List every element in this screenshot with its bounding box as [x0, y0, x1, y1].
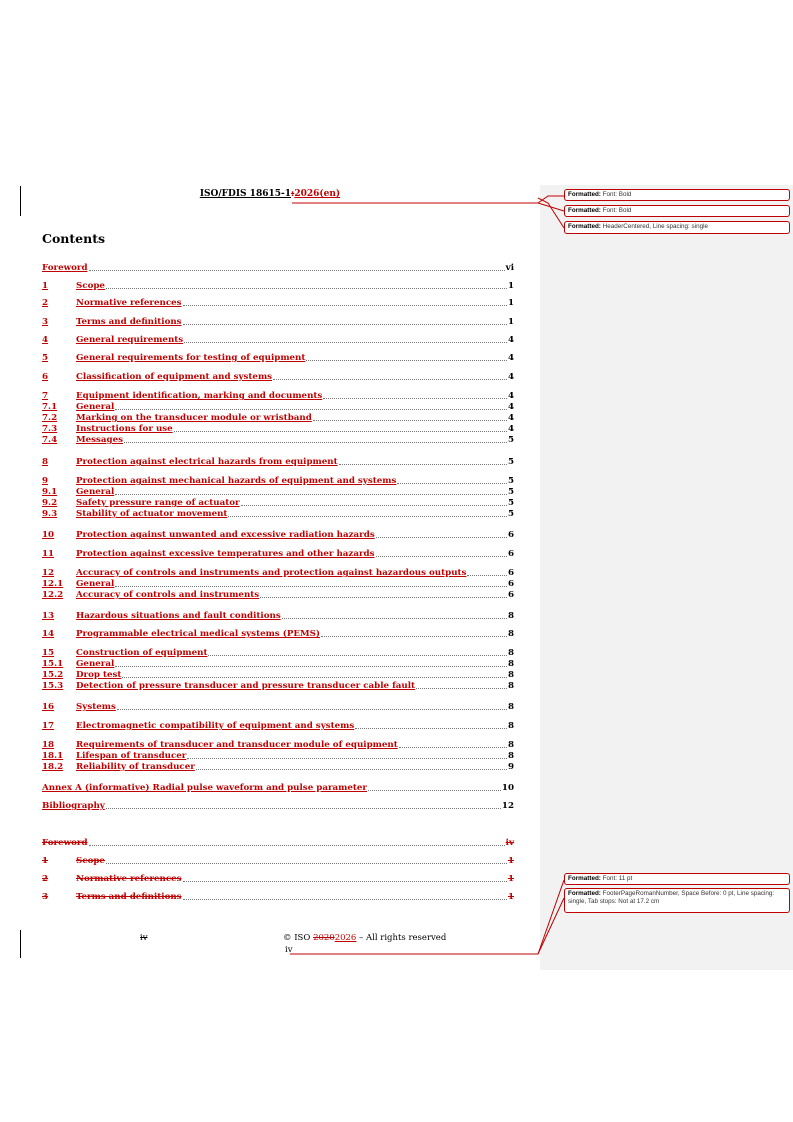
toc-entry-title: Protection against excessive temperatures and other hazards	[76, 549, 375, 559]
toc-entry-number: 4	[42, 335, 49, 345]
toc-entry-title: Systems	[76, 702, 116, 712]
year-deleted: 2020	[313, 933, 335, 943]
footer-page-number: iv	[285, 945, 293, 955]
toc-entry-number: 1	[42, 856, 49, 866]
toc-entry-page: 6	[507, 590, 514, 600]
toc-entry-title: Construction of equipment	[76, 648, 208, 658]
comment-label: Formatted:	[568, 223, 601, 230]
toc-entry-page: iv	[505, 838, 514, 848]
toc-entry-title: General	[76, 659, 115, 669]
toc-entry-page: 4	[507, 413, 514, 423]
toc-entry-page: 8	[507, 751, 514, 761]
comment-label: Formatted:	[568, 875, 601, 882]
toc-entry-title: Equipment identification, marking and documents	[76, 391, 323, 401]
toc-entry-page: 8	[507, 629, 514, 639]
toc-entry-number: 2	[42, 298, 49, 308]
toc-entry-number: 7.3	[42, 424, 58, 434]
toc-entry-title: Lifespan of transducer	[76, 751, 187, 761]
toc-entry-number: 15	[42, 648, 55, 658]
comment-text: FooterPageRomanNumber, Space Before: 0 pt, Line spacing: single, Tab stops: Not at 17.2 cm	[568, 890, 775, 905]
toc-entry-number: 15.3	[42, 681, 64, 691]
toc-entry-title: Scope	[76, 856, 105, 866]
toc-entry-title: Messages	[76, 435, 124, 445]
toc-entry-number: 9.2	[42, 498, 58, 508]
toc-entry-page: 12	[501, 801, 514, 811]
toc-entry-title: Annex A (informative) Radial pulse waveform and pulse parameter	[42, 783, 367, 793]
footer-page-number-deleted: iv	[140, 933, 148, 943]
toc-entry-page: 5	[507, 487, 514, 497]
contents-heading: Contents	[42, 231, 106, 246]
toc-entry-title: Foreword	[42, 263, 88, 273]
toc-entry-page: 4	[507, 353, 514, 363]
toc-entry-number: 17	[42, 721, 55, 731]
toc-entry-title: Bibliography	[42, 801, 105, 811]
toc-entry-number: 15.1	[42, 659, 64, 669]
toc-entry-page: 8	[507, 740, 514, 750]
toc-entry-number: 12.1	[42, 579, 64, 589]
toc-entry-page: 4	[507, 335, 514, 345]
toc-entry-title: General	[76, 487, 115, 497]
copyright-prefix: © ISO	[283, 933, 314, 943]
toc-entry-page: 5	[507, 498, 514, 508]
comment-label: Formatted:	[568, 191, 601, 198]
toc-entry-page: 5	[507, 509, 514, 519]
toc-entry-title: Normative references	[76, 298, 182, 308]
toc-entry-page: 8	[507, 721, 514, 731]
toc-entry-page: 5	[507, 435, 514, 445]
toc-entry-title: Requirements of transducer and transducer module of equipment	[76, 740, 398, 750]
comment-label: Formatted:	[568, 890, 601, 897]
header-deleted-text: :	[291, 189, 295, 199]
comment-text: Font: 11 pt	[600, 875, 633, 882]
toc-entry-title: Reliability of transducer	[76, 762, 195, 772]
toc-entry-page: 8	[507, 670, 514, 680]
toc-entry-page: 1	[507, 874, 514, 884]
toc-entry-page: 5	[507, 457, 514, 467]
toc-entry-page: 10	[501, 783, 514, 793]
toc-entry-title: Normative references	[76, 874, 182, 884]
toc-entry-page: 8	[507, 611, 514, 621]
toc-entry-title: Terms and definitions	[76, 317, 182, 327]
toc-entry-page: 8	[507, 659, 514, 669]
toc-entry-title: General	[76, 402, 115, 412]
toc-entry-title: Safety pressure range of actuator	[76, 498, 240, 508]
toc-entry-number: 9.3	[42, 509, 58, 519]
toc-entry-title: Foreword	[42, 838, 88, 848]
toc-entry-page: 8	[507, 648, 514, 658]
toc-entry-page: 1	[507, 856, 514, 866]
toc-entry-title: Terms and definitions	[76, 892, 182, 902]
toc-entry-number: 11	[42, 549, 55, 559]
toc-entry-title: Marking on the transducer module or wristband	[76, 413, 312, 423]
comment-text: Font: Bold	[600, 207, 632, 214]
toc-entry-number: 18.1	[42, 751, 64, 761]
header-document-id: ISO/FDIS 18615-1	[199, 189, 291, 199]
toc-entry-title: Stability of actuator movement	[76, 509, 228, 519]
toc-entry-title: Hazardous situations and fault conditions	[76, 611, 281, 621]
toc-entry-number: 13	[42, 611, 55, 621]
toc-entry-number: 16	[42, 702, 55, 712]
toc-entry-page: 1	[507, 317, 514, 327]
toc-entry-page: 6	[507, 530, 514, 540]
toc-entry-page: vi	[505, 263, 514, 273]
toc-entry-page: 9	[507, 762, 514, 772]
toc-entry-title: Programmable electrical medical systems (PEMS)	[76, 629, 320, 639]
toc-entry-title: General requirements for testing of equipment	[76, 353, 306, 363]
toc-entry-title: Detection of pressure transducer and pressure transducer cable fault	[76, 681, 416, 691]
toc-entry-page: 4	[507, 372, 514, 382]
toc-entry-number: 7.2	[42, 413, 58, 423]
toc-entry-number: 10	[42, 530, 55, 540]
toc-entry-title: Protection against unwanted and excessive radiation hazards	[76, 530, 375, 540]
comment-text: HeaderCentered, Line spacing: single	[600, 223, 709, 230]
toc-entry-number: 15.2	[42, 670, 64, 680]
toc-entry-number: 9	[42, 476, 49, 486]
toc-entry-title: Protection against electrical hazards from equipment	[76, 457, 338, 467]
toc-entry-page: 8	[507, 681, 514, 691]
toc-entry-page: 5	[507, 476, 514, 486]
toc-entry-number: 8	[42, 457, 49, 467]
toc-entry-title: Accuracy of controls and instruments	[76, 590, 260, 600]
toc-entry-page: 6	[507, 579, 514, 589]
toc-entry-title: Scope	[76, 281, 105, 291]
toc-entry-number: 2	[42, 874, 49, 884]
toc-entry-number: 3	[42, 317, 49, 327]
toc-entry-number: 7.4	[42, 435, 58, 445]
toc-entry-number: 12	[42, 568, 55, 578]
toc-entry-number: 5	[42, 353, 49, 363]
toc-entry-page: 6	[507, 549, 514, 559]
toc-entry-number: 7.1	[42, 402, 58, 412]
toc-entry-number: 6	[42, 372, 49, 382]
toc-entry-page: 4	[507, 402, 514, 412]
toc-entry-number: 18	[42, 740, 55, 750]
toc-entry-number: 14	[42, 629, 55, 639]
toc-entry-page: 1	[507, 281, 514, 291]
toc-entry-number: 9.1	[42, 487, 58, 497]
year-inserted: 2026	[334, 933, 357, 943]
toc-entry-title: Electromagnetic compatibility of equipment and systems	[76, 721, 355, 731]
toc-entry-title: Classification of equipment and systems	[76, 372, 273, 382]
toc-entry-page: 1	[507, 892, 514, 902]
toc-entry-title: Drop test	[76, 670, 122, 680]
toc-entry-page: 6	[507, 568, 514, 578]
header-inserted-text: 2026(en)	[294, 189, 341, 199]
toc-entry-title: General requirements	[76, 335, 184, 345]
toc-entry-number: 7	[42, 391, 49, 401]
toc-entry-page: 1	[507, 298, 514, 308]
toc-entry-page: 4	[507, 424, 514, 434]
toc-entry-number: 1	[42, 281, 49, 291]
copyright-suffix: – All rights reserved	[356, 933, 447, 943]
toc-entry-title: Protection against mechanical hazards of equipment and systems	[76, 476, 397, 486]
toc-entry-page: 4	[507, 391, 514, 401]
toc-entry-title: Instructions for use	[76, 424, 173, 434]
comment-text: Font: Bold	[600, 191, 632, 198]
toc-entry-page: 8	[507, 702, 514, 712]
toc-entry-number: 3	[42, 892, 49, 902]
toc-entry-number: 12.2	[42, 590, 64, 600]
toc-entry-title: General	[76, 579, 115, 589]
toc-entry-number: 18.2	[42, 762, 64, 772]
toc-entry-title: Accuracy of controls and instruments and protection against hazardous outputs	[76, 568, 467, 578]
comment-label: Formatted:	[568, 207, 601, 214]
